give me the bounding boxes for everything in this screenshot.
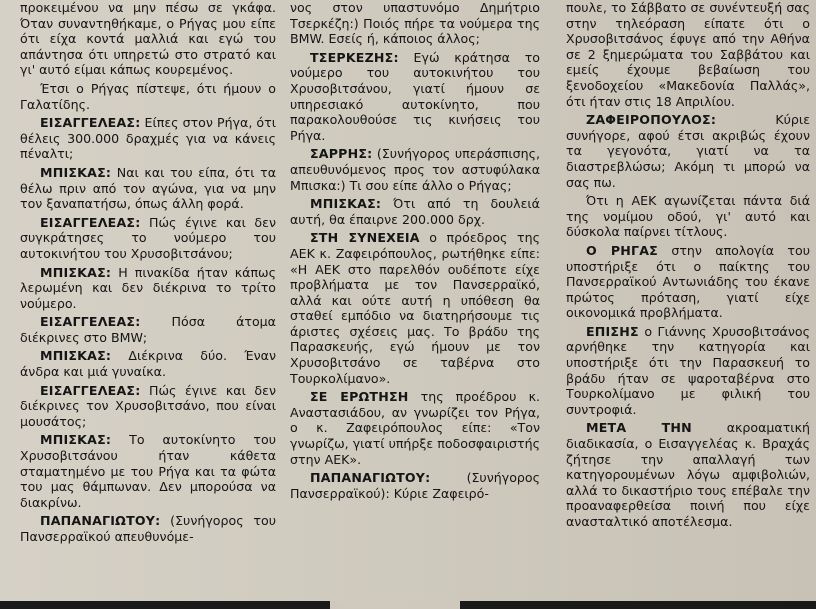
paragraph-text: Εγώ κράτησα το νούμερο του αυτοκινήτου του Χρυσοβιτσάνου, γιατί ήμουν σε υπηρεσιακό αυτοκίνητο, που παρακολουθούσε τις κινήσεις του Ρήγα. xyxy=(290,49,540,143)
paragraph-text: Έτσι ο Ρήγας πίστεψε, ότι ήμουν ο Γαλατίδης. xyxy=(20,80,276,112)
article-column-3 xyxy=(566,0,810,609)
paragraph-text: (Συνήγορος υπεράσπισης, απευθυνόμενος προς τον αστυφύλακα Μπισκα:) Τι σου είπε άλλο ο Ρήγας; xyxy=(290,146,540,193)
speaker-label: ΜΠΙΣΚΑΣ: xyxy=(40,348,112,364)
paragraph-text: Πώς έγινε και δεν διέκρινες τον Χρυσοβιτσάνο, που είναι μουσάτος; xyxy=(20,382,276,429)
speaker-label: ΕΙΣΑΓΓΕΛΕΑΣ: xyxy=(40,314,141,330)
paragraph xyxy=(20,115,276,162)
paragraph xyxy=(290,230,540,386)
paragraph xyxy=(20,165,276,212)
paragraph-text: ο Γιάννης Χρυσοβιτσάνος αρνήθηκε την κατηγορία και υποστήριξε ότι την Παρασκευή το βράδυ ήταν σε ψαροταβέρνα στο Τουρκολίμανο με φιλική του συντροφιά. xyxy=(566,323,810,417)
paragraph xyxy=(290,470,540,501)
paragraph xyxy=(290,196,540,227)
lead-in: ΣΕ ΕΡΩΤΗΣΗ xyxy=(310,389,409,405)
paragraph-text: (Συνήγορος Πανσερραϊκού): Κύριε Ζαφειρό- xyxy=(290,470,540,501)
paragraph-text: Ότι η ΑΕΚ αγωνίζεται πάντα διά της νομίμου οδού, γι' αυτό και δύσκολα παίρνει τίτλους. xyxy=(566,193,810,240)
paragraph-text: Κύριε συνήγορε, αφού έτσι ακριβώς έχουν τα γεγονότα, γιατί να τα διαστρεβλώσω; Ακόμη τι μπορώ να σας πω. xyxy=(566,112,810,190)
paragraph-text: Ότι από τη δουλειά αυτή, θα έπαιρνε 200.000 δρχ. xyxy=(290,196,540,227)
article-column-1 xyxy=(20,0,276,609)
paragraph-text: ο πρόεδρος της ΑΕΚ κ. Ζαφειρόπουλος, ρωτήθηκε είπε: «Η ΑΕΚ στο παρελθόν ουδέποτε είχε προβλήματα με τον Πανσερραϊκό, αλλά και ούτε αυτή η υπόθεση θα σταθεί εμπόδιο να διατηρήσουμε τις άριστες σχέσεις μας. Το βράδυ της Παρασκευής, εγώ ήμουν με τον Χρυσοβιτσάνο σε ταβέρνα στο Τουρκολίμανο». xyxy=(290,230,540,386)
speaker-label: ΠΑΠΑΝΑΓΙΩΤΟΥ: xyxy=(40,513,161,529)
paragraph-text: νος στον υπαστυνόμο Δημήτριο Τσερκέζη:) Ποιός πήρε τα νούμερα της BMW. Εσείς ή, κάποιος άλλος; xyxy=(290,0,540,47)
lead-in: ΣΤΗ ΣΥΝΕΧΕΙΑ xyxy=(310,230,420,246)
paragraph-text: προκειμένου να μην πέσω σε γκάφα. Όταν συναντηθήκαμε, ο Ρήγας μου είπε ότι είχα κοντά μαλλιά και εγώ του απάντησα ότι υπηρετώ στο στρατό και γι' αυτό είμαι κάπως κουρεμένος. xyxy=(20,0,276,78)
paragraph-text: Πόσα άτομα διέκρινες στο BMW; xyxy=(20,314,276,345)
paragraph xyxy=(20,215,276,262)
paragraph-text: Το αυτοκίνητο του Χρυσοβιτσάνου ήταν κάθετα σταματημένο με του Ρήγα και τα φώτα του μας θάμπωναν. Δεν μπορούσα να διακρίνω. xyxy=(20,432,276,510)
paragraph xyxy=(20,81,276,112)
paragraph xyxy=(290,50,540,144)
paragraph xyxy=(20,513,276,544)
paragraph xyxy=(290,0,540,47)
speaker-label: ΠΑΠΑΝΑΓΙΩΤΟΥ: xyxy=(310,470,431,486)
paragraph-text: της προέδρου κ. Αναστασιάδου, αν γνωρίζει τον Ρήγα, ο κ. Ζαφειρόπουλος είπε: «Τον γνωρίζω, γιατί υπήρξε ποδοσφαιριστής στην ΑΕΚ». xyxy=(290,389,540,467)
speaker-label: ΣΑΡΡΗΣ: xyxy=(310,146,373,162)
speaker-label: ΕΙΣΑΓΓΕΛΕΑΣ: xyxy=(40,115,141,131)
paragraph xyxy=(566,0,810,109)
paragraph xyxy=(566,420,810,529)
paragraph-text: Η πινακίδα ήταν κάπως λερωμένη και δεν διέκρινα το τρίτο νούμερο. xyxy=(20,264,276,311)
lead-in: ΜΕΤΑ ΤΗΝ xyxy=(586,420,692,436)
paragraph xyxy=(566,112,810,190)
paragraph xyxy=(20,0,276,78)
paragraph-text: Είπες στον Ρήγα, ότι θέλεις 300.000 δραχμές για να κάνεις πέναλτι; xyxy=(20,115,276,162)
lead-in: ΕΠΙΣΗΣ xyxy=(586,323,639,339)
paragraph-text: Διέκρινα δύο. Έναν άνδρα και μιά γυναίκα. xyxy=(20,348,276,380)
paragraph xyxy=(566,193,810,240)
paragraph xyxy=(20,383,276,430)
speaker-label: ΤΣΕΡΚΕΖΗΣ: xyxy=(310,49,399,65)
paragraph-text: πουλε, το Σάββατο σε συνέντευξή σας στην τηλεόραση είπατε ότι ο Χρυσοβιτσάνος έφυγε από την Αθήνα σε 2 ξημερώματα του Σαββάτου και εμείς έχουμε βεβαίωση του ξενοδοχείου «Μακεδονία Παλλάς», ότι ήταν στις 18 Απριλίου. xyxy=(566,0,810,109)
paragraph xyxy=(290,146,540,193)
lead-in: Ο ΡΗΓΑΣ xyxy=(586,242,658,258)
speaker-label: ΜΠΙΣΚΑΣ: xyxy=(40,164,112,180)
paragraph xyxy=(20,348,276,379)
speaker-label: ΜΠΙΣΚΑΣ: xyxy=(40,264,112,280)
paragraph xyxy=(566,324,810,418)
paragraph xyxy=(20,314,276,345)
article-column-2 xyxy=(290,0,540,609)
paragraph-text: (Συνήγορος του Πανσερραϊκού απευθυνόμε- xyxy=(20,513,276,544)
speaker-label: ΜΠΙΣΚΑΣ: xyxy=(310,196,382,212)
speaker-label: ΖΑΦΕΙΡΟΠΟΥΛΟΣ: xyxy=(586,112,717,128)
paragraph-text: Ναι και του είπα, ότι τα θέλω πριν από τον αγώνα, για να μην τον ξαναπατήσω, όπως άλλη φορά. xyxy=(20,164,276,212)
speaker-label: ΕΙΣΑΓΓΕΛΕΑΣ: xyxy=(40,214,141,230)
paragraph-text: ακροαματική διαδικασία, ο Εισαγγελέας κ. Βραχάς ζήτησε την απαλλαγή των κατηγορουμένων λόγω αμφιβολιών, αλλά το δικαστήριο τους επέβαλε την προαναφερθείσα ποινή που είχε ανασταλτικό αποτέλεσμα. xyxy=(566,420,810,529)
paragraph xyxy=(290,389,540,467)
speaker-label: ΜΠΙΣΚΑΣ: xyxy=(40,432,112,448)
paragraph xyxy=(20,432,276,510)
paragraph-text: στην απολογία του υποστήριξε ότι ο παίκτης του Πανσερραϊκού Αντωνιάδης του έκανε πρώτος πρόταση, γιατί είχε οικονομικά προβλήματα. xyxy=(566,242,810,321)
paragraph-text: Πώς έγινε και δεν συγκράτησες το νούμερο του αυτοκινήτου του Χρυσοβιτσάνου; xyxy=(20,214,276,261)
speaker-label: ΕΙΣΑΓΓΕΛΕΑΣ: xyxy=(40,382,141,398)
paragraph xyxy=(20,265,276,312)
bottom-rule-gap xyxy=(330,601,460,609)
paragraph xyxy=(566,243,810,321)
